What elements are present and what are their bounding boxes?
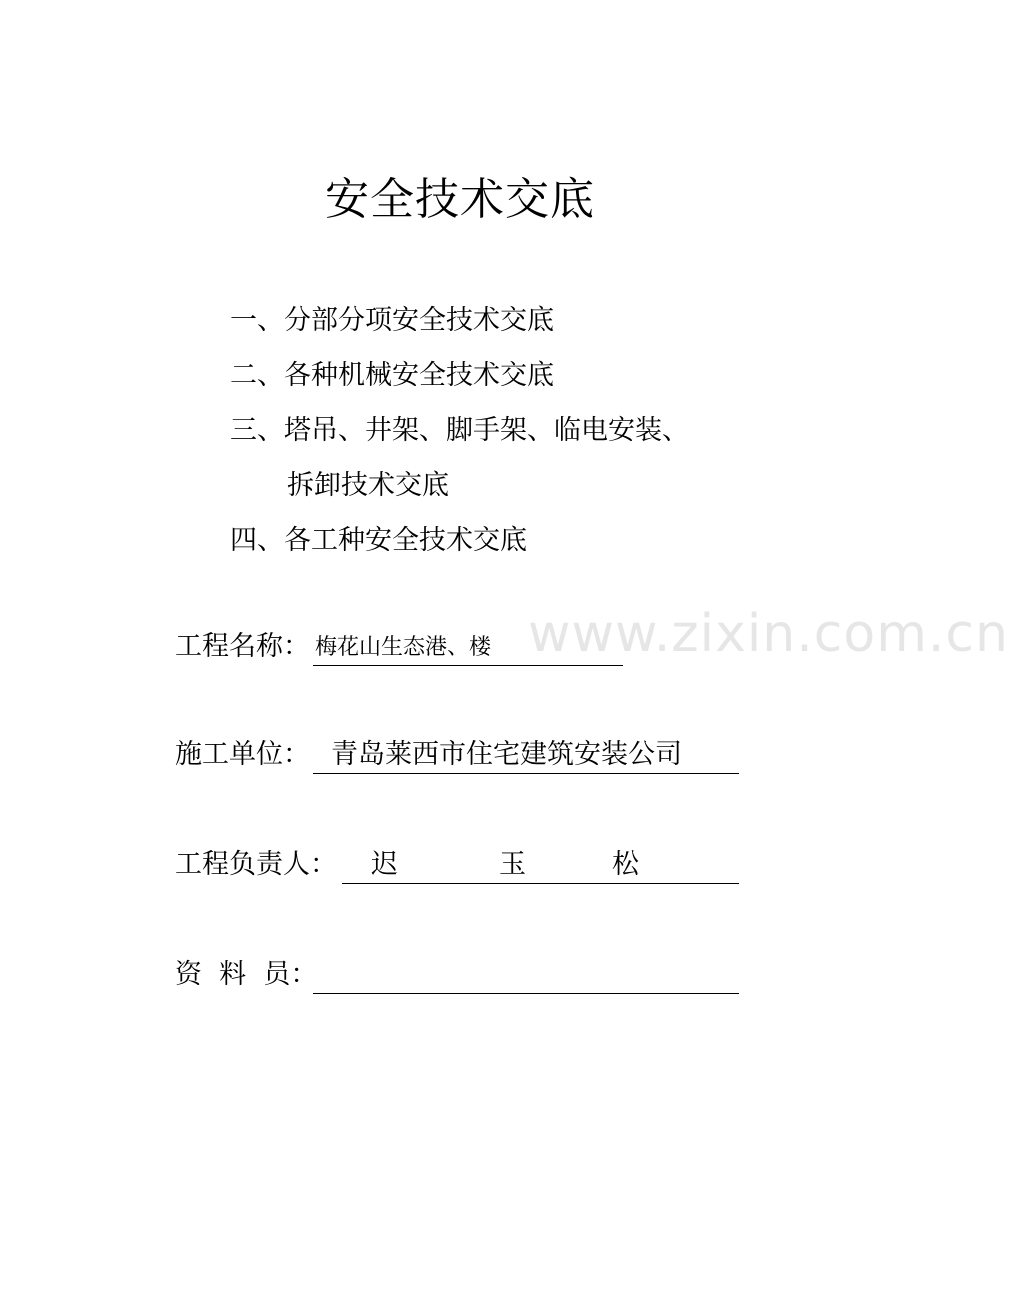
project-manager-name-char-3: 松: [612, 849, 639, 880]
project-name-field: [175, 630, 635, 670]
construction-unit-field: [175, 738, 745, 778]
data-clerk-underline: [313, 993, 739, 994]
section-item-1: 一、分部分项安全技术交底: [230, 305, 554, 336]
project-manager-name-char-1: 迟: [371, 849, 398, 880]
project-manager-underline: [342, 883, 739, 884]
data-clerk-label: 资 料 员：: [175, 959, 318, 990]
project-manager-label: 工程负责人：: [175, 849, 337, 880]
section-item-3: 三、塔吊、井架、脚手架、临电安装、: [230, 415, 689, 446]
construction-unit-underline: [313, 773, 739, 774]
project-manager-name-char-2: 玉: [499, 849, 526, 880]
project-name-underline: [313, 665, 623, 666]
document-title: 安全技术交底: [325, 174, 595, 225]
project-manager-field: [175, 848, 745, 888]
section-item-4: 四、各工种安全技术交底: [230, 525, 527, 556]
watermark: www.zixin.com.cn: [528, 604, 1009, 664]
project-name-label: 工程名称：: [175, 631, 310, 662]
section-item-2: 二、各种机械安全技术交底: [230, 360, 554, 391]
section-item-3-continued: 拆卸技术交底: [287, 470, 449, 501]
data-clerk-field: [175, 958, 745, 998]
construction-unit-value: 青岛莱西市住宅建筑安装公司: [331, 739, 682, 770]
project-name-value: 梅花山生态港、楼: [315, 635, 492, 660]
construction-unit-label: 施工单位：: [175, 739, 310, 770]
